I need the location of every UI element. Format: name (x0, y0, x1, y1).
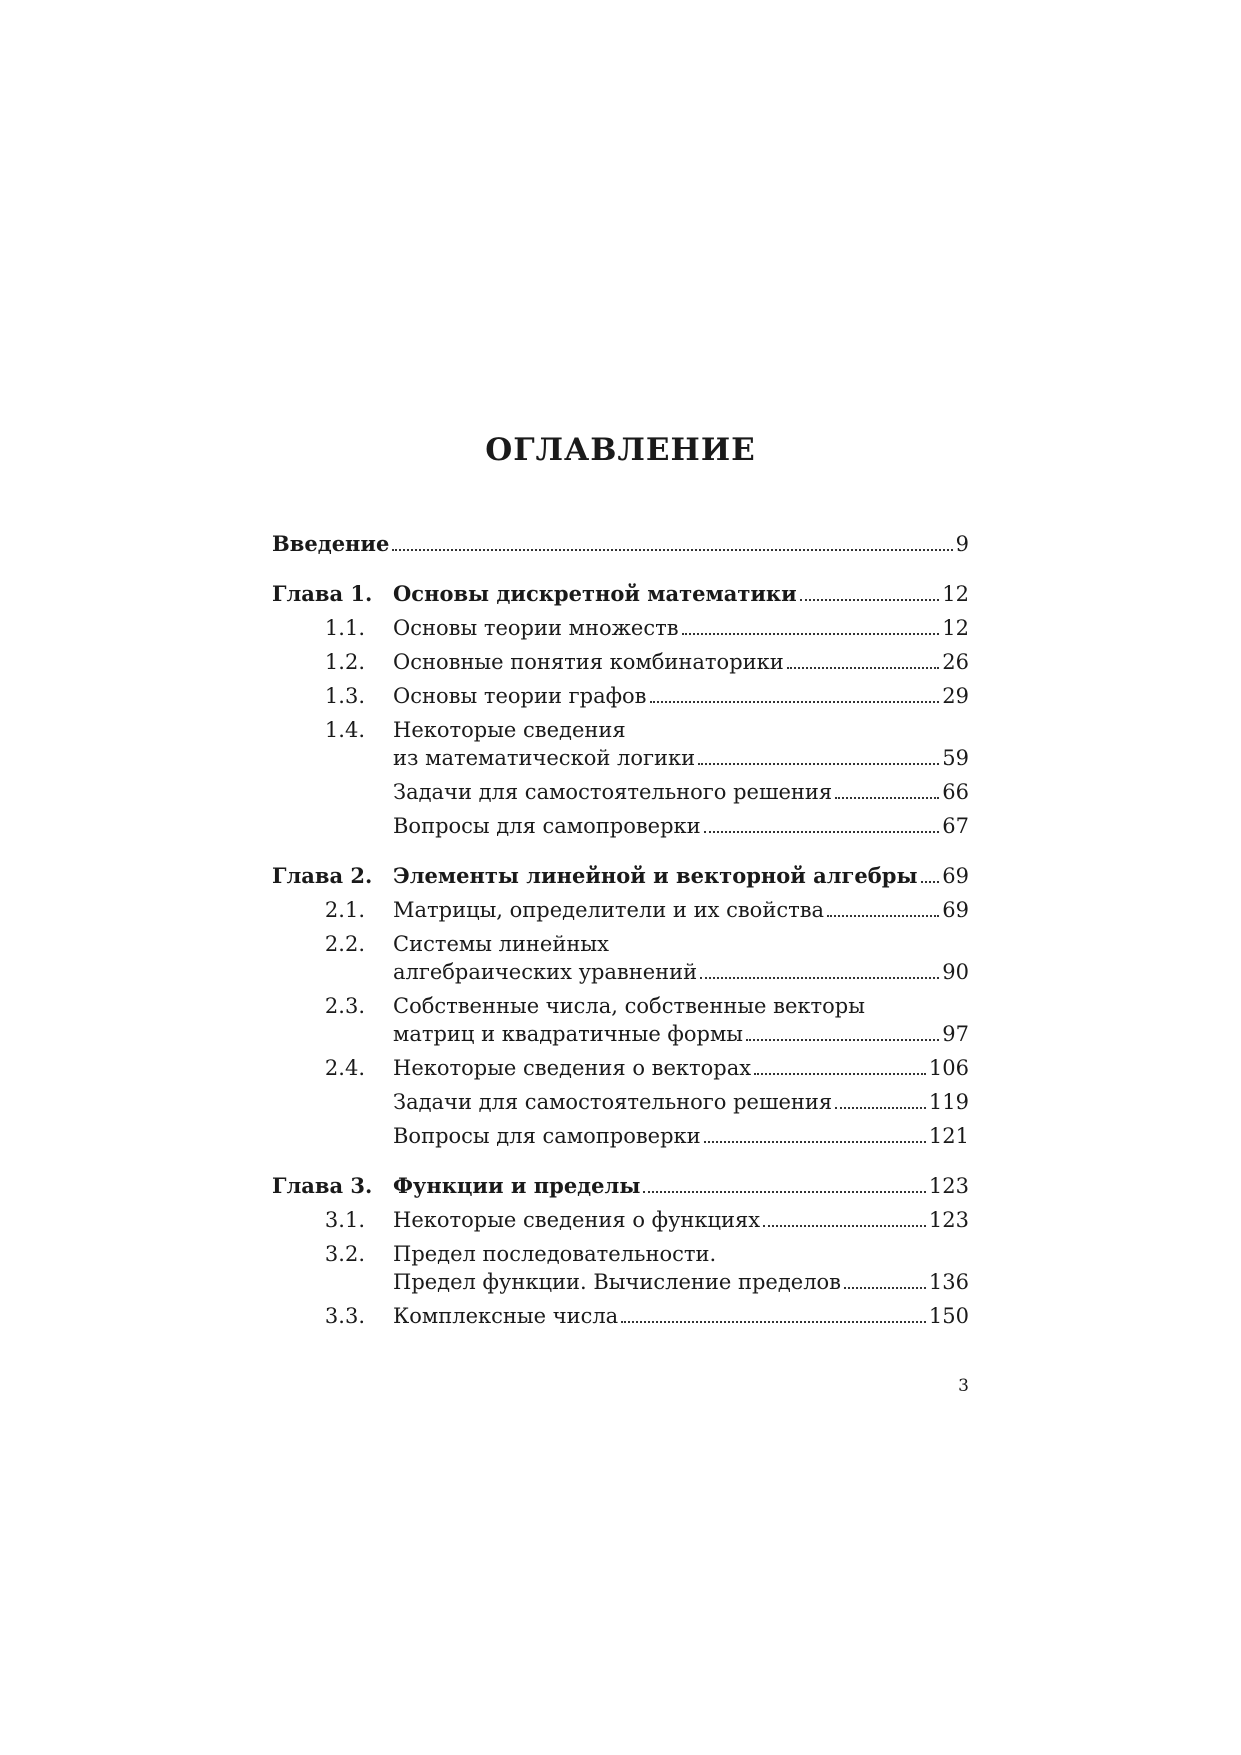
toc-leader-dots (921, 881, 940, 883)
toc-section-line (393, 716, 969, 744)
toc-leader-dots (787, 667, 940, 669)
toc-extra-title: Задачи для самостоятельного решения (393, 780, 833, 804)
toc-section-number: 1.3. (324, 684, 365, 708)
toc-extra-entry (393, 778, 969, 806)
toc-section-number: 2.1. (324, 898, 365, 922)
toc-section-page: 97 (942, 1022, 969, 1046)
toc-section-number: 2.2. (324, 932, 365, 956)
toc-extra-page: 121 (928, 1124, 969, 1148)
toc-section-number: 3.2. (324, 1242, 365, 1266)
toc-intro-page: 9 (955, 532, 969, 556)
toc-section-number: 3.1. (324, 1208, 365, 1232)
table-of-contents (272, 530, 969, 1330)
toc-section-number: 1.4. (324, 718, 365, 742)
toc-leader-dots (844, 1287, 926, 1289)
toc-leader-dots (682, 633, 940, 635)
toc-section-line (393, 1020, 969, 1048)
toc-section-body (393, 614, 969, 642)
toc-section-title: Системы линейных (393, 932, 609, 956)
toc-section-line (393, 992, 969, 1020)
toc-leader-dots (827, 915, 939, 917)
toc-section-entry (272, 1240, 969, 1296)
toc-leader-dots (835, 797, 939, 799)
toc-section-page: 29 (942, 684, 969, 708)
toc-chapter-page: 123 (928, 1174, 969, 1198)
toc-extra-title: Вопросы для самопроверки (393, 1124, 701, 1148)
toc-section-line (393, 744, 969, 772)
toc-section-body (393, 648, 969, 676)
toc-section-line (393, 958, 969, 986)
toc-section-entry (272, 992, 969, 1048)
toc-section-number: 1.2. (324, 650, 365, 674)
toc-chapter-body (393, 862, 969, 890)
toc-section-page: 90 (942, 960, 969, 984)
toc-section-entry (272, 716, 969, 772)
toc-leader-dots (800, 599, 940, 601)
toc-section-entry (272, 1302, 969, 1330)
toc-section-page: 69 (942, 898, 969, 922)
toc-section-line (393, 1054, 969, 1082)
toc-leader-dots (704, 831, 940, 833)
toc-chapter-title: Основы дискретной математики (393, 581, 797, 606)
toc-section-line (393, 614, 969, 642)
toc-extra-title: Вопросы для самопроверки (393, 814, 701, 838)
toc-section-entry (272, 896, 969, 924)
toc-extra-title: Задачи для самостоятельного решения (393, 1090, 833, 1114)
toc-section-line (393, 682, 969, 710)
toc-intro-entry (272, 530, 969, 558)
toc-section-line (393, 1302, 969, 1330)
toc-section-number: 2.4. (324, 1056, 365, 1080)
toc-section-page: 150 (928, 1304, 969, 1328)
toc-section-entry (272, 1206, 969, 1234)
toc-extra-body (393, 812, 969, 840)
toc-section-body (393, 1302, 969, 1330)
toc-leader-dots (643, 1191, 926, 1193)
toc-chapter-title: Функции и пределы (393, 1173, 641, 1198)
toc-section-body (393, 1240, 969, 1296)
toc-extra-entry (393, 1088, 969, 1116)
toc-extra-body (393, 778, 969, 806)
toc-extra-entry (393, 1122, 969, 1150)
toc-section-line (393, 1268, 969, 1296)
toc-section-page: 123 (928, 1208, 969, 1232)
toc-chapter-entry (272, 1172, 969, 1200)
toc-section-entry (272, 1054, 969, 1082)
toc-chapter-page: 12 (942, 582, 969, 606)
toc-section-page: 106 (928, 1056, 969, 1080)
toc-chapter-title: Элементы линейной и векторной алгебры (393, 863, 918, 888)
toc-intro-body (272, 530, 969, 558)
toc-chapter-page: 69 (942, 864, 969, 888)
toc-section-title: Матрицы, определители и их свойства (393, 898, 825, 922)
toc-section-title: матриц и квадратичные формы (393, 1022, 744, 1046)
toc-leader-dots (698, 763, 939, 765)
toc-section-page: 136 (928, 1270, 969, 1294)
toc-extra-page: 67 (942, 814, 969, 838)
toc-section-body (393, 1054, 969, 1082)
toc-extra-page: 119 (928, 1090, 969, 1114)
toc-section-body (393, 896, 969, 924)
toc-chapter-label: Глава 2. (272, 863, 373, 888)
toc-section-body (393, 992, 969, 1048)
toc-chapter-entry (272, 580, 969, 608)
toc-section-title: алгебраических уравнений (393, 960, 698, 984)
toc-section-page: 59 (942, 746, 969, 770)
toc-chapter-label: Глава 1. (272, 581, 373, 606)
toc-section-line (393, 896, 969, 924)
toc-leader-dots (835, 1107, 926, 1109)
toc-section-line (393, 1206, 969, 1234)
toc-section-body (393, 682, 969, 710)
toc-section-title: Собственные числа, собственные векторы (393, 994, 865, 1018)
toc-leader-dots (700, 977, 939, 979)
toc-leader-dots (746, 1039, 939, 1041)
toc-chapter-entry (272, 862, 969, 890)
toc-section-title: Основные понятия комбинаторики (393, 650, 784, 674)
toc-leader-dots (754, 1073, 926, 1075)
toc-section-title: Некоторые сведения (393, 718, 626, 742)
toc-section-title: Некоторые сведения о функциях (393, 1208, 761, 1232)
toc-section-line (393, 1240, 969, 1268)
toc-section-entry (272, 614, 969, 642)
toc-section-title: Основы теории множеств (393, 616, 679, 640)
toc-leader-dots (650, 701, 940, 703)
toc-extra-entry (393, 812, 969, 840)
toc-section-title: Предел последовательности. (393, 1242, 717, 1266)
page-number: 3 (958, 1376, 969, 1396)
toc-section-body (393, 716, 969, 772)
toc-section-number: 3.3. (324, 1304, 365, 1328)
toc-section-title: Некоторые сведения о векторах (393, 1056, 752, 1080)
toc-leader-dots (704, 1141, 926, 1143)
toc-section-page: 12 (942, 616, 969, 640)
toc-leader-dots (392, 549, 952, 551)
toc-section-body (393, 1206, 969, 1234)
toc-section-number: 2.3. (324, 994, 365, 1018)
toc-chapter-label: Глава 3. (272, 1173, 373, 1198)
toc-chapter-body (393, 1172, 969, 1200)
toc-section-title: Предел функции. Вычисление пределов (393, 1270, 842, 1294)
toc-section-entry (272, 682, 969, 710)
toc-section-body (393, 930, 969, 986)
toc-section-title: Основы теории графов (393, 684, 647, 708)
toc-leader-dots (763, 1225, 926, 1227)
toc-section-title: Комплексные числа (393, 1304, 619, 1328)
toc-intro-label: Введение (272, 531, 390, 556)
toc-extra-body (393, 1122, 969, 1150)
toc-extra-body (393, 1088, 969, 1116)
toc-chapter-body (393, 580, 969, 608)
toc-section-entry (272, 930, 969, 986)
toc-section-title: из математической логики (393, 746, 696, 770)
toc-section-page: 26 (942, 650, 969, 674)
toc-section-entry (272, 648, 969, 676)
toc-section-line (393, 930, 969, 958)
toc-section-number: 1.1. (324, 616, 365, 640)
toc-leader-dots (621, 1321, 926, 1323)
page-title: ОГЛАВЛЕНИЕ (485, 432, 756, 468)
toc-section-line (393, 648, 969, 676)
toc-extra-page: 66 (942, 780, 969, 804)
